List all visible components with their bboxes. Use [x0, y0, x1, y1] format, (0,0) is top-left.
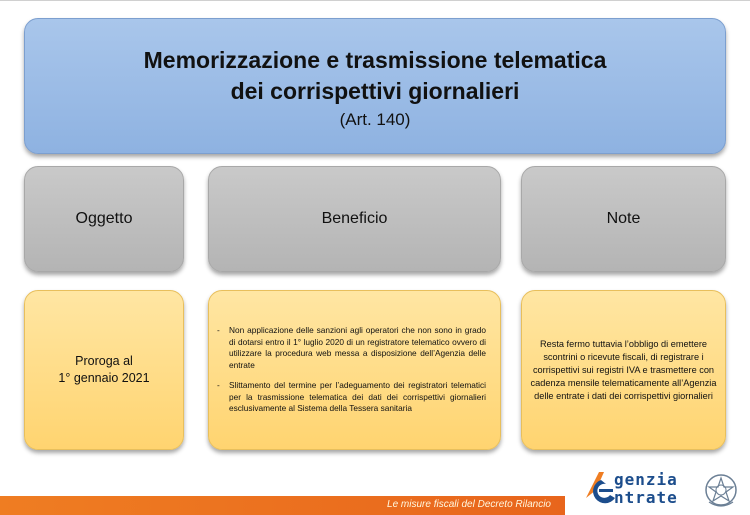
- header-beneficio: [208, 166, 501, 272]
- logo-text-agenzia: genzia: [614, 470, 678, 489]
- beneficio-box: [208, 290, 501, 450]
- note-text: Resta fermo tuttavia l’obbligo di emettere scontrini o ricevute fiscali, di registrare i corrispettivi sui registri IVA e trasmettere con cadenza mensile telematicamente all’Agenzia delle entrate i dati dei corrispettivi giornalieri: [530, 338, 717, 401]
- footer-text: Le misure fiscali del Decreto Rilancio: [387, 499, 551, 510]
- title-banner: [24, 18, 726, 154]
- header-oggetto-label: Oggetto: [75, 210, 133, 227]
- logo-text-entrate: ntrate: [614, 488, 678, 507]
- footer-bar: [0, 496, 565, 515]
- header-oggetto: [24, 166, 184, 272]
- top-divider: [0, 0, 750, 1]
- note-box: [521, 290, 726, 450]
- header-note-label: Note: [606, 210, 641, 227]
- beneficio-list: [217, 325, 486, 415]
- title-line-2: dei corrispettivi giornalieri: [230, 78, 520, 104]
- beneficio-item: - Slittamento del termine per l’adeguamento dei registratori telematici per la trasmissione telematica dei dati dei corrispettivi giornalieri esclusivamente al Sistema della Tessera sanitaria: [217, 380, 486, 415]
- title-line-1: Memorizzazione e trasmissione telematica: [143, 47, 607, 73]
- italian-republic-emblem-icon: [703, 472, 739, 510]
- header-note: [521, 166, 726, 272]
- beneficio-item: - Non applicazione delle sanzioni agli operatori che non sono in grado di dotarsi entro il 1° luglio 2020 di un registratore telematico ovvero di utilizzare la procedura web messa a disposizione dell’Agenzia delle entrate: [217, 325, 486, 371]
- oggetto-box: [24, 290, 184, 450]
- header-beneficio-label: Beneficio: [321, 210, 388, 227]
- oggetto-line-1: Proroga al: [75, 354, 133, 368]
- oggetto-line-2: 1° gennaio 2021: [58, 371, 150, 385]
- title-subtitle: (Art. 140): [339, 110, 411, 129]
